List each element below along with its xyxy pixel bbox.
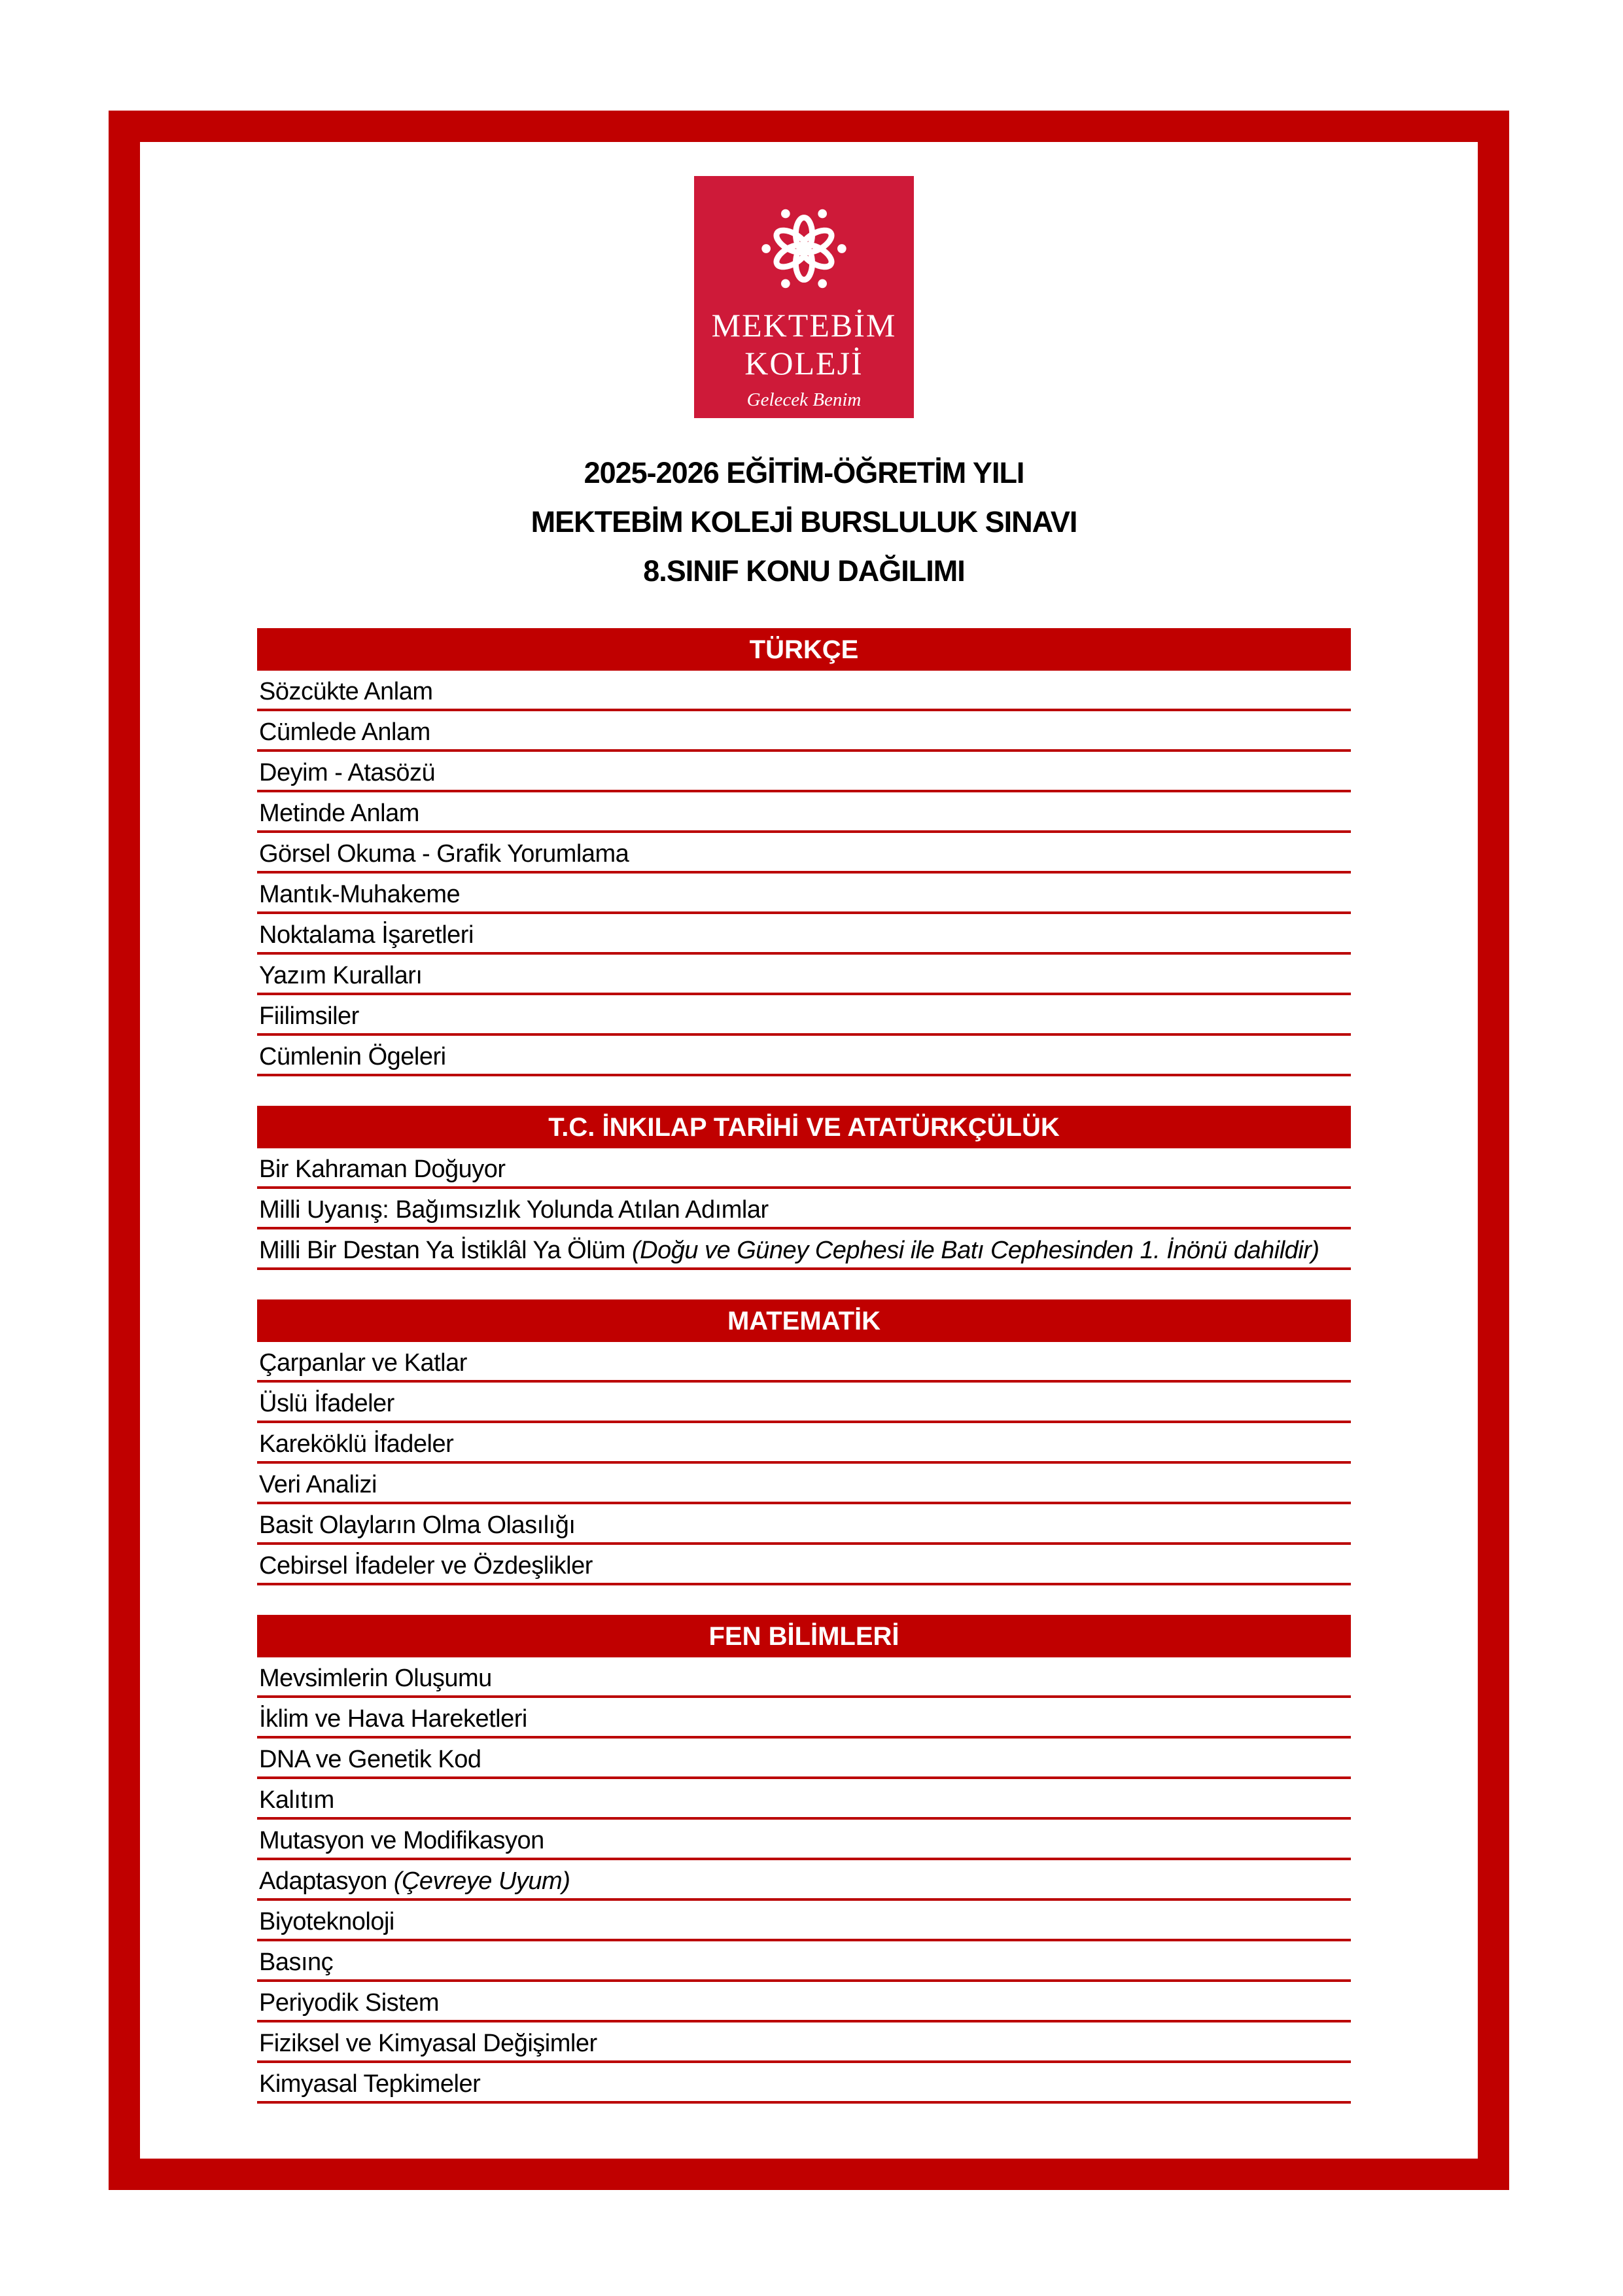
topic-label: Cümlede Anlam — [259, 718, 430, 746]
topic-label: Mevsimlerin Oluşumu — [259, 1665, 492, 1692]
topic-row — [257, 1698, 1351, 1739]
topic-label: Sözcükte Anlam — [259, 678, 433, 705]
topic-row — [257, 2063, 1351, 2104]
topic-label: İklim ve Hava Hareketleri — [259, 1705, 527, 1733]
subject-section — [257, 628, 1351, 1076]
logo-name-line2: KOLEJİ — [744, 345, 864, 381]
topic-row — [257, 1229, 1351, 1270]
topic-row — [257, 1657, 1351, 1698]
topic-row — [257, 955, 1351, 995]
topic-list — [257, 1342, 1351, 1585]
topic-row — [257, 1383, 1351, 1423]
topic-label: Mantık-Muhakeme — [259, 881, 461, 908]
topic-list — [257, 1657, 1351, 2104]
topic-row — [257, 711, 1351, 752]
topic-row — [257, 1189, 1351, 1229]
topic-label: Kalıtım — [259, 1786, 334, 1814]
topic-row — [257, 1901, 1351, 1941]
section-header: MATEMATİK — [257, 1299, 1351, 1342]
topic-label: Milli Bir Destan Ya İstiklâl Ya Ölüm — [259, 1237, 632, 1264]
topic-label: Mutasyon ve Modifikasyon — [259, 1827, 544, 1854]
topic-row — [257, 995, 1351, 1036]
topic-list — [257, 671, 1351, 1076]
title-line-exam: MEKTEBİM KOLEJİ BURSLULUK SINAVI — [531, 505, 1077, 539]
topic-row — [257, 1423, 1351, 1464]
subject-section — [257, 1106, 1351, 1270]
topic-label: Periyodik Sistem — [259, 1989, 439, 2017]
topic-label: Görsel Okuma - Grafik Yorumlama — [259, 840, 629, 868]
topic-row — [257, 792, 1351, 833]
topic-list — [257, 1148, 1351, 1270]
subject-sections — [257, 628, 1351, 2104]
topic-row — [257, 833, 1351, 874]
topic-row — [257, 1779, 1351, 1820]
topic-row — [257, 1464, 1351, 1504]
topic-label: Fiziksel ve Kimyasal Değişimler — [259, 2030, 597, 2057]
topic-label: Üslü İfadeler — [259, 1390, 394, 1417]
topic-label: Kareköklü İfadeler — [259, 1430, 454, 1458]
subject-section — [257, 1615, 1351, 2104]
topic-label: Noktalama İşaretleri — [259, 921, 474, 949]
title-line-grade: 8.SINIF KONU DAĞILIMI — [643, 554, 965, 588]
topic-label: Metinde Anlam — [259, 800, 419, 827]
document-title-block — [257, 448, 1351, 595]
topic-label: Yazım Kuralları — [259, 962, 423, 989]
topic-row — [257, 2022, 1351, 2063]
topic-row — [257, 752, 1351, 792]
topic-label: Biyoteknoloji — [259, 1908, 394, 1935]
topic-label: Deyim - Atasözü — [259, 759, 436, 786]
topic-label: Cümlenin Ögeleri — [259, 1043, 446, 1070]
section-header: FEN BİLİMLERİ — [257, 1615, 1351, 1657]
logo-name-line1: MEKTEBİM — [711, 307, 897, 344]
topic-row — [257, 1941, 1351, 1982]
topic-row — [257, 671, 1351, 711]
topic-row — [257, 1504, 1351, 1545]
topic-label: Çarpanlar ve Katlar — [259, 1349, 467, 1377]
topic-row — [257, 1036, 1351, 1076]
topic-label: DNA ve Genetik Kod — [259, 1746, 481, 1773]
topic-label-italic: (Doğu ve Güney Cephesi ile Batı Cephesinden 1. İnönü dahildir) — [631, 1237, 1319, 1264]
logo-knot-star-icon — [746, 190, 862, 307]
topic-label: Adaptasyon — [259, 1867, 394, 1895]
topic-label-italic: (Çevreye Uyum) — [393, 1867, 570, 1895]
subject-section — [257, 1299, 1351, 1585]
topic-row — [257, 1982, 1351, 2022]
topic-row — [257, 1148, 1351, 1189]
topic-label: Fiilimsiler — [259, 1002, 359, 1030]
topic-row — [257, 1860, 1351, 1901]
logo-tagline: Gelecek Benim — [746, 389, 862, 410]
topic-label: Kimyasal Tepkimeler — [259, 2070, 481, 2098]
topic-row — [257, 874, 1351, 914]
title-line-year: 2025-2026 EĞİTİM-ÖĞRETİM YILI — [584, 456, 1024, 489]
page-border-frame — [109, 111, 1509, 2190]
school-logo — [694, 176, 914, 418]
topic-row — [257, 1545, 1351, 1585]
topic-row — [257, 914, 1351, 955]
topic-row — [257, 1820, 1351, 1860]
topic-row — [257, 1739, 1351, 1779]
page-content — [257, 176, 1351, 2104]
topic-label: Basınç — [259, 1949, 334, 1976]
topic-label: Milli Uyanış: Bağımsızlık Yolunda Atılan Adımlar — [259, 1196, 769, 1224]
topic-row — [257, 1342, 1351, 1383]
topic-label: Veri Analizi — [259, 1471, 377, 1498]
section-header: T.C. İNKILAP TARİHİ VE ATATÜRKÇÜLÜK — [257, 1106, 1351, 1148]
topic-label: Bir Kahraman Doğuyor — [259, 1156, 506, 1183]
section-header: TÜRKÇE — [257, 628, 1351, 671]
topic-label: Basit Olayların Olma Olasılığı — [259, 1511, 576, 1539]
topic-label: Cebirsel İfadeler ve Özdeşlikler — [259, 1552, 593, 1580]
